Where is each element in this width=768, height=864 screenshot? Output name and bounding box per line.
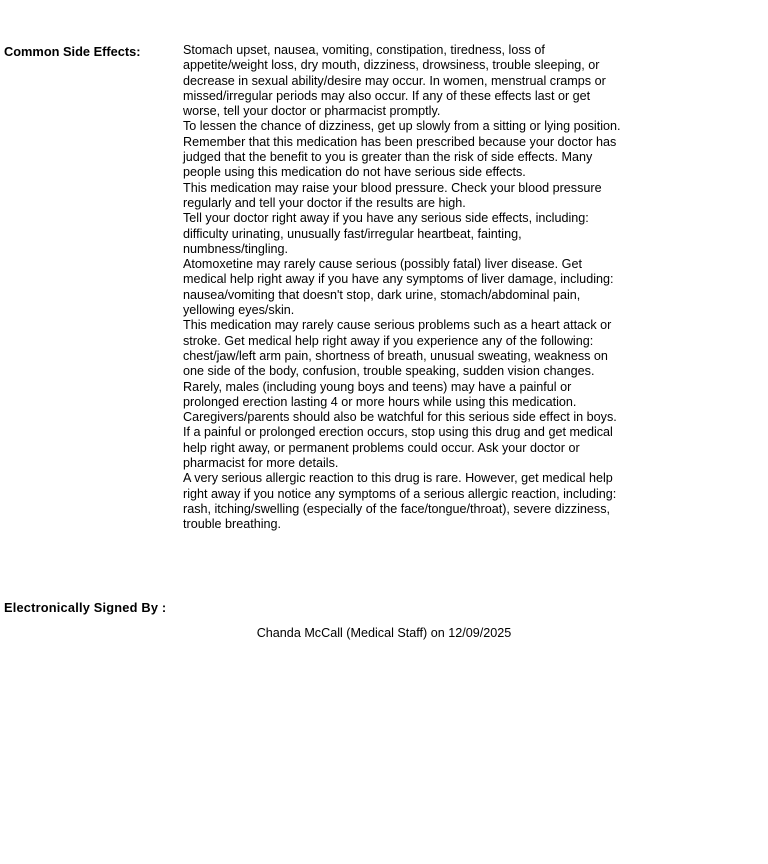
body-text-line: difficulty urinating, unusually fast/irregular heartbeat, fainting,: [183, 226, 522, 241]
body-text-line: This medication may rarely cause serious problems such as a heart attack or: [183, 318, 612, 333]
body-text-line: one side of the body, confusion, trouble speaking, sudden vision changes.: [183, 364, 595, 379]
body-text-line: missed/irregular periods may also occur. If any of these effects last or get: [183, 88, 591, 103]
body-text-line: Rarely, males (including young boys and teens) may have a painful or: [183, 379, 572, 394]
body-text-line: right away if you notice any symptoms of a serious allergic reaction, including:: [183, 486, 617, 501]
body-text-line: rash, itching/swelling (especially of the face/tongue/throat), severe dizziness,: [183, 501, 611, 516]
body-text-line: nausea/vomiting that doesn't stop, dark urine, stomach/abdominal pain,: [183, 287, 581, 302]
body-text-line: Stomach upset, nausea, vomiting, constipation, tiredness, loss of: [183, 43, 545, 57]
common-side-effects-label: Common Side Effects:: [4, 44, 141, 59]
body-text-line: regularly and tell your doctor if the results are high.: [183, 195, 466, 210]
body-text-line: decrease in sexual ability/desire may occur. In women, menstrual cramps or: [183, 73, 606, 88]
body-text-line: trouble breathing.: [183, 517, 282, 532]
body-text-line: Tell your doctor right away if you have any serious side effects, including:: [183, 211, 589, 226]
body-text-line: Atomoxetine may rarely cause serious (possibly fatal) liver disease. Get: [183, 257, 582, 272]
body-text-line: judged that the benefit to you is greater than the risk of side effects. Many: [183, 150, 593, 165]
electronically-signed-by-label: Electronically Signed By :: [4, 600, 167, 615]
body-text-line: appetite/weight loss, dry mouth, dizziness, drowsiness, trouble sleeping, or: [183, 58, 600, 73]
signature-text: Chanda McCall (Medical Staff) on 12/09/2025: [256, 626, 512, 640]
body-text-line: chest/jaw/left arm pain, shortness of breath, unusual sweating, weakness on: [183, 348, 608, 363]
body-text-line: Caregivers/parents should also be watchful for this serious side effect in boys.: [183, 410, 617, 425]
body-text-line: stroke. Get medical help right away if you experience any of the following:: [183, 333, 594, 348]
body-text-line: help right away, or permanent problems could occur. Ask your doctor or: [183, 440, 580, 455]
body-text-line: worse, tell your doctor or pharmacist promptly.: [183, 104, 441, 119]
body-text-line: If a painful or prolonged erection occurs, stop using this drug and get medical: [183, 425, 613, 440]
body-text-line: This medication may raise your blood pressure. Check your blood pressure: [183, 180, 602, 195]
body-text-line: numbness/tingling.: [183, 241, 289, 256]
body-text-line: prolonged erection lasting 4 or more hours while using this medication.: [183, 394, 577, 409]
side-effects-body-text: [183, 43, 663, 533]
body-text-line: people using this medication do not have serious side effects.: [183, 165, 526, 180]
body-text-line: yellowing eyes/skin.: [183, 303, 295, 318]
body-text-line: A very serious allergic reaction to this drug is rare. However, get medical help: [183, 471, 613, 486]
body-text-line: medical help right away if you have any symptoms of liver damage, including:: [183, 272, 614, 287]
body-text-line: To lessen the chance of dizziness, get up slowly from a sitting or lying position.: [183, 119, 621, 134]
body-text-line: Remember that this medication has been prescribed because your doctor has: [183, 134, 617, 149]
body-text-line: pharmacist for more details.: [183, 456, 339, 471]
